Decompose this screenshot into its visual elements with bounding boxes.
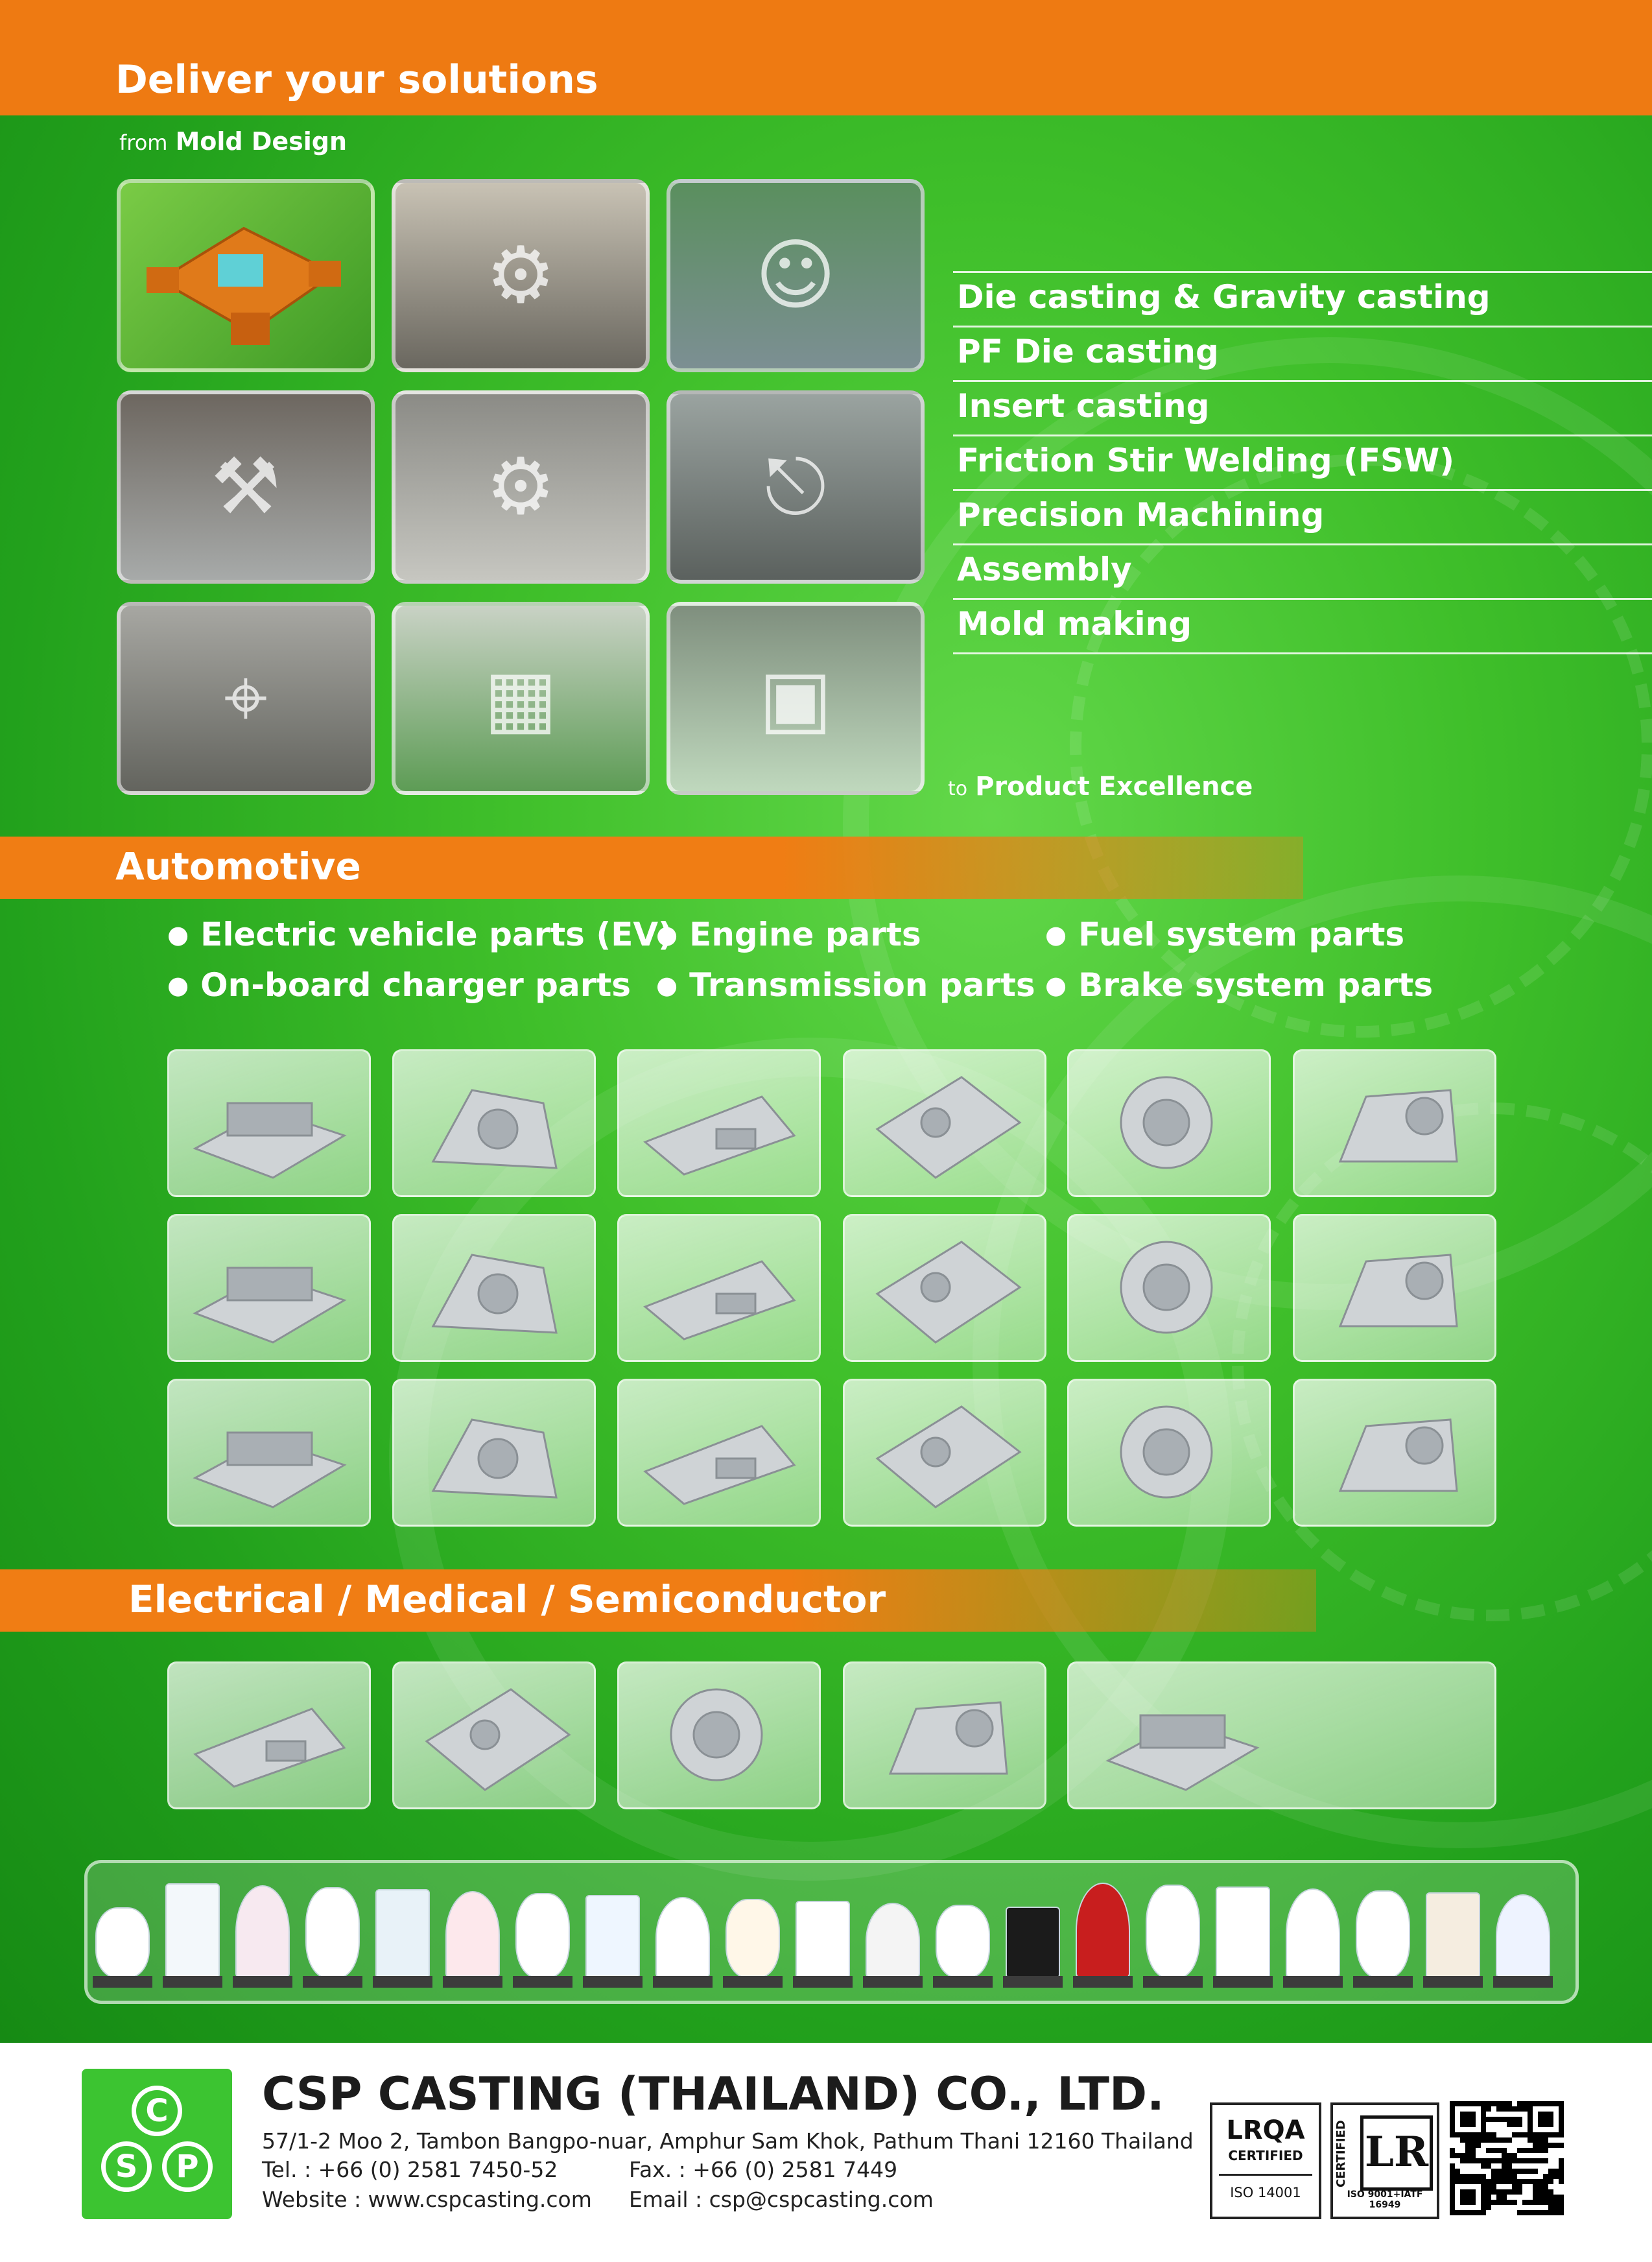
company-address: 57/1-2 Moo 2, Tambon Bangpo-nuar, Amphur Sam Khok, Pathum Thani 12160 Thailand bbox=[262, 2128, 1194, 2154]
bullet-item: ● Transmission parts bbox=[656, 966, 1035, 1004]
award-trophy-icon bbox=[1006, 1907, 1060, 1979]
automotive-part-tile bbox=[167, 1379, 371, 1527]
automotive-part-tile bbox=[843, 1049, 1046, 1197]
electrical-part-tile bbox=[167, 1661, 371, 1809]
electrical-part-tile bbox=[1067, 1661, 1496, 1809]
automotive-part-tile bbox=[1067, 1214, 1271, 1362]
photo-die-casting bbox=[117, 390, 375, 584]
part-icon: ⚙ bbox=[486, 442, 556, 532]
process-item: Die casting & Gravity casting bbox=[953, 271, 1652, 326]
metal-part-icon bbox=[394, 1216, 594, 1360]
metal-part-icon bbox=[845, 1663, 1044, 1807]
electrical-part-tile bbox=[843, 1661, 1046, 1809]
award-trophy-icon bbox=[235, 1885, 290, 1979]
award-base bbox=[303, 1976, 362, 1988]
metal-part-icon bbox=[619, 1381, 819, 1525]
logo-letter: C bbox=[132, 2086, 182, 2136]
metal-part-icon bbox=[1295, 1051, 1494, 1195]
award-trophy-icon bbox=[1076, 1883, 1130, 1979]
metal-part-icon bbox=[1295, 1216, 1494, 1360]
header-band bbox=[0, 0, 1652, 115]
award-base bbox=[93, 1976, 152, 1988]
award-trophy-icon bbox=[585, 1895, 640, 1979]
company-name: CSP CASTING (THAILAND) CO., LTD. bbox=[262, 2067, 1164, 2121]
electrical-band bbox=[0, 1569, 1316, 1632]
electrical-part-tile bbox=[392, 1661, 596, 1809]
photo-robot-welding bbox=[667, 390, 925, 584]
metal-part-icon bbox=[845, 1051, 1044, 1195]
metal-part-icon bbox=[845, 1216, 1044, 1360]
award-base bbox=[863, 1976, 923, 1988]
award-base bbox=[1213, 1976, 1273, 1988]
metal-part-icon bbox=[1069, 1051, 1269, 1195]
worker-icon: ☺ bbox=[755, 230, 836, 321]
metal-part-icon bbox=[169, 1051, 369, 1195]
photo-mold-design bbox=[117, 179, 375, 372]
bullet-item: ● Fuel system parts bbox=[1045, 916, 1404, 953]
casting-icon: ⚒ bbox=[211, 442, 281, 532]
photo-packing-inspection bbox=[667, 602, 925, 795]
from-text: Mold Design bbox=[175, 127, 348, 156]
process-item: PF Die casting bbox=[953, 326, 1652, 380]
award-base bbox=[793, 1976, 853, 1988]
to-prefix: to bbox=[948, 778, 968, 800]
award-base bbox=[1003, 1976, 1063, 1988]
award-base bbox=[723, 1976, 783, 1988]
qr-code-graphic bbox=[1450, 2101, 1564, 2215]
process-list bbox=[953, 271, 1652, 654]
award-trophy-icon bbox=[375, 1889, 430, 1979]
award-trophy-icon bbox=[1286, 1888, 1340, 1979]
award-base bbox=[583, 1976, 643, 1988]
process-item: Insert casting bbox=[953, 380, 1652, 435]
award-base bbox=[1423, 1976, 1483, 1988]
metal-part-icon bbox=[619, 1051, 819, 1195]
lr-std: ISO 9001+IATF 16949 bbox=[1347, 2189, 1423, 2210]
from-prefix: from bbox=[119, 130, 168, 155]
bullet-item: ● On-board charger parts bbox=[167, 966, 631, 1004]
automotive-part-tile bbox=[1293, 1049, 1496, 1197]
award-base bbox=[1073, 1976, 1133, 1988]
process-item: Assembly bbox=[953, 543, 1652, 598]
award-trophy-icon bbox=[936, 1905, 990, 1979]
lrqa-std: ISO 14001 bbox=[1230, 2185, 1301, 2200]
lrqa-sub: CERTIFIED bbox=[1228, 2148, 1303, 2163]
metal-part-icon bbox=[169, 1216, 369, 1360]
electrical-part-tile bbox=[617, 1661, 821, 1809]
award-base bbox=[373, 1976, 432, 1988]
metal-part-icon bbox=[394, 1051, 594, 1195]
award-trophy-icon bbox=[866, 1903, 920, 1979]
process-item: Friction Stir Welding (FSW) bbox=[953, 435, 1652, 489]
automotive-part-tile bbox=[1067, 1379, 1271, 1527]
award-base bbox=[1493, 1976, 1553, 1988]
award-trophy-icon bbox=[726, 1899, 780, 1979]
award-trophy-icon bbox=[95, 1907, 150, 1979]
company-logo bbox=[82, 2069, 232, 2219]
award-base bbox=[1143, 1976, 1203, 1988]
company-fax: Fax. : +66 (0) 2581 7449 bbox=[629, 2157, 898, 2182]
award-trophy-icon bbox=[305, 1887, 360, 1979]
to-text: Product Excellence bbox=[975, 772, 1253, 802]
from-line bbox=[119, 127, 347, 156]
company-tel: Tel. : +66 (0) 2581 7450-52 bbox=[262, 2157, 558, 2182]
award-trophy-icon bbox=[1496, 1894, 1550, 1979]
metal-part-icon bbox=[394, 1381, 594, 1525]
box-icon: ▣ bbox=[759, 653, 832, 744]
automotive-title: Automotive bbox=[115, 844, 361, 888]
automotive-part-tile bbox=[1293, 1214, 1496, 1362]
bullet-item: ● Electric vehicle parts (EV) bbox=[167, 916, 673, 953]
automotive-part-tile bbox=[617, 1049, 821, 1197]
award-trophy-icon bbox=[165, 1883, 220, 1979]
metal-part-icon bbox=[1069, 1216, 1269, 1360]
award-base bbox=[1353, 1976, 1413, 1988]
award-trophy-icon bbox=[1216, 1887, 1270, 1979]
award-base bbox=[233, 1976, 292, 1988]
automotive-part-tile bbox=[392, 1214, 596, 1362]
automotive-part-tile bbox=[843, 1214, 1046, 1362]
metal-part-icon bbox=[1069, 1663, 1494, 1807]
photo-worker-assembly bbox=[667, 179, 925, 372]
automotive-part-tile bbox=[1293, 1379, 1496, 1527]
metal-part-icon bbox=[619, 1663, 819, 1807]
award-trophy-icon bbox=[655, 1897, 710, 1979]
metal-part-icon bbox=[394, 1663, 594, 1807]
photo-measurement bbox=[117, 602, 375, 795]
process-item: Precision Machining bbox=[953, 489, 1652, 543]
automotive-part-tile bbox=[167, 1214, 371, 1362]
photo-casting-part bbox=[392, 390, 650, 584]
lrqa-title: LRQA bbox=[1226, 2115, 1305, 2145]
to-line bbox=[948, 772, 1253, 802]
company-website[interactable]: Website : www.cspcasting.com bbox=[262, 2187, 592, 2212]
robot-arm-icon: ⎋ bbox=[764, 442, 827, 532]
factory-icon: ▦ bbox=[484, 653, 558, 744]
drill-icon: ⚙ bbox=[486, 230, 556, 321]
metal-part-icon bbox=[169, 1381, 369, 1525]
divider bbox=[953, 652, 1652, 654]
automotive-part-tile bbox=[392, 1049, 596, 1197]
award-trophy-icon bbox=[1426, 1892, 1480, 1979]
bullet-item: ● Brake system parts bbox=[1045, 966, 1433, 1004]
award-base bbox=[653, 1976, 713, 1988]
lr-mark: LR bbox=[1360, 2115, 1433, 2191]
logo-letter: P bbox=[162, 2141, 213, 2192]
company-email[interactable]: Email : csp@cspcasting.com bbox=[629, 2187, 934, 2212]
lrqa-cert-badge bbox=[1210, 2102, 1321, 2219]
award-trophy-icon bbox=[515, 1893, 570, 1979]
automotive-part-tile bbox=[1067, 1049, 1271, 1197]
measurement-icon: ⌖ bbox=[224, 653, 268, 743]
metal-part-icon bbox=[619, 1216, 819, 1360]
page-title: Deliver your solutions bbox=[115, 57, 598, 102]
logo-letter: S bbox=[101, 2141, 152, 2192]
process-item: Mold making bbox=[953, 598, 1652, 652]
automotive-part-tile bbox=[392, 1379, 596, 1527]
metal-part-icon bbox=[1069, 1381, 1269, 1525]
metal-part-icon bbox=[169, 1663, 369, 1807]
award-trophy-icon bbox=[796, 1901, 850, 1979]
automotive-band bbox=[0, 837, 1303, 899]
award-trophy-icon bbox=[1356, 1890, 1410, 1979]
awards-shelf bbox=[84, 1860, 1579, 2004]
lr-side-label: CERTIFIED bbox=[1334, 2120, 1348, 2187]
photo-cnc-machining bbox=[392, 179, 650, 372]
mold-design-icon bbox=[121, 183, 371, 368]
lr-cert-badge bbox=[1330, 2102, 1439, 2219]
award-base bbox=[443, 1976, 502, 1988]
automotive-part-tile bbox=[167, 1049, 371, 1197]
award-base bbox=[163, 1976, 222, 1988]
electrical-title: Electrical / Medical / Semiconductor bbox=[128, 1577, 886, 1621]
award-base bbox=[513, 1976, 572, 1988]
automotive-part-tile bbox=[617, 1214, 821, 1362]
metal-part-icon bbox=[845, 1381, 1044, 1525]
automotive-part-tile bbox=[843, 1379, 1046, 1527]
award-base bbox=[1283, 1976, 1343, 1988]
metal-part-icon bbox=[1295, 1381, 1494, 1525]
award-base bbox=[933, 1976, 993, 1988]
award-trophy-icon bbox=[445, 1891, 500, 1979]
automotive-part-tile bbox=[617, 1379, 821, 1527]
award-trophy-icon bbox=[1146, 1885, 1200, 1979]
photo-factory-floor bbox=[392, 602, 650, 795]
bullet-item: ● Engine parts bbox=[656, 916, 921, 953]
qr-code-icon[interactable] bbox=[1450, 2101, 1564, 2215]
